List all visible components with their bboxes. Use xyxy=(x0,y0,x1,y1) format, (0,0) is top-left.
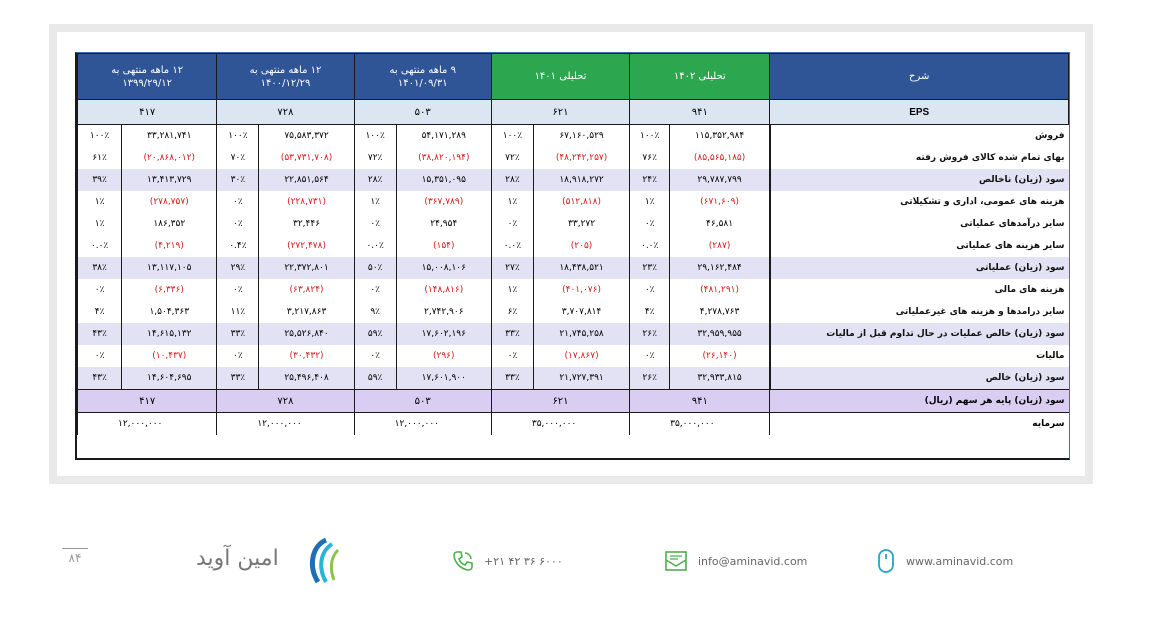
cell-percent: ۲۷٪ xyxy=(491,257,533,279)
capital-label: سرمایه xyxy=(770,413,1069,436)
table-row xyxy=(78,257,1069,279)
cell-value: (۶۷۱,۶۰۹) xyxy=(670,191,770,213)
company-logo xyxy=(196,536,346,586)
cell-value: ۲۵,۴۹۶,۴۰۸ xyxy=(259,367,354,390)
cell-value: ۲۹,۱۶۲,۴۸۴ xyxy=(670,257,770,279)
cell-percent: ۲۳٪ xyxy=(630,257,670,279)
eps-value: ۹۴۱ xyxy=(630,100,770,125)
cell-percent: ۲۶٪ xyxy=(630,367,670,390)
cell-percent: ۲۹٪ xyxy=(217,257,259,279)
cell-percent: ۱۰۰٪ xyxy=(630,125,670,148)
cell-value: (۳۸,۸۲۰,۱۹۴) xyxy=(396,147,491,169)
mouse-icon xyxy=(876,548,896,574)
cell-percent: ۱۰۰٪ xyxy=(354,125,396,148)
page-number: ۸۴ xyxy=(62,548,88,565)
row-label: سود (زیان) عملیاتی xyxy=(770,257,1069,279)
cell-percent: ۴۳٪ xyxy=(78,323,122,345)
eps-basic-value: ۴۱۷ xyxy=(78,390,217,413)
row-label: هزینه های مالی xyxy=(770,279,1069,301)
capital-value: ۳۵,۰۰۰,۰۰۰ xyxy=(630,413,770,436)
cell-percent: ۴۳٪ xyxy=(78,367,122,390)
cell-percent: ۰٪ xyxy=(217,213,259,235)
cell-value: ۱,۵۰۴,۳۶۳ xyxy=(122,301,217,323)
income-statement-table xyxy=(75,52,1070,460)
cell-value: (۳۰,۴۳۲) xyxy=(259,345,354,367)
cell-percent: ۷۲٪ xyxy=(491,147,533,169)
cell-percent: ۳۳٪ xyxy=(491,323,533,345)
cell-percent: ۰٪ xyxy=(78,279,122,301)
cell-percent: ۱۱٪ xyxy=(217,301,259,323)
table-row xyxy=(78,169,1069,191)
eps-basic-value: ۶۲۱ xyxy=(491,390,629,413)
mail-icon xyxy=(664,550,688,572)
cell-value: (۱۰,۴۳۷) xyxy=(122,345,217,367)
cell-percent: ۳۹٪ xyxy=(78,169,122,191)
cell-value: (۲۰,۸۶۸,۰۱۲) xyxy=(122,147,217,169)
cell-percent: ۴٪ xyxy=(78,301,122,323)
cell-value: ۱۱۵,۳۵۲,۹۸۴ xyxy=(670,125,770,148)
cell-value: ۳,۲۱۷,۸۶۳ xyxy=(259,301,354,323)
eps-basic-row xyxy=(78,390,1069,413)
header-col-4-line2: ۱۴۰۰/۱۲/۲۹ xyxy=(260,77,311,89)
cell-percent: ۷۲٪ xyxy=(354,147,396,169)
cell-value: (۱۷,۸۶۷) xyxy=(533,345,629,367)
cell-percent: ۰٪ xyxy=(491,345,533,367)
cell-value: (۴,۲۱۹) xyxy=(122,235,217,257)
row-label: سود (زیان) خالص عملیات در حال تداوم قبل از مالیات xyxy=(770,323,1069,345)
capital-row xyxy=(78,413,1069,436)
cell-value: (۲۰۵) xyxy=(533,235,629,257)
cell-percent: ۵۹٪ xyxy=(354,367,396,390)
cell-value: ۷۵,۵۸۳,۳۷۲ xyxy=(259,125,354,148)
cell-value: ۲۹,۷۸۷,۷۹۹ xyxy=(670,169,770,191)
table-row xyxy=(78,191,1069,213)
phone-contact[interactable] xyxy=(452,548,563,574)
cell-value: ۳,۷۰۷,۸۱۴ xyxy=(533,301,629,323)
cell-percent: ۱٪ xyxy=(78,191,122,213)
cell-percent: ۷۶٪ xyxy=(630,147,670,169)
phone-number: +۲۱ ۴۲ ۳۶ ۶۰۰۰ xyxy=(484,554,563,568)
cell-value: ۲۲,۳۷۲,۸۰۱ xyxy=(259,257,354,279)
row-label: سود (زیان) ناخالص xyxy=(770,169,1069,191)
cell-value: ۲۲,۸۵۱,۵۶۴ xyxy=(259,169,354,191)
row-label: مالیات xyxy=(770,345,1069,367)
email-address: info@aminavid.com xyxy=(698,554,808,568)
cell-percent: ۰٪ xyxy=(630,213,670,235)
table-row xyxy=(78,213,1069,235)
row-label: سایر درامدها و هزینه های غیرعملیاتی xyxy=(770,301,1069,323)
cell-percent: ۳۸٪ xyxy=(78,257,122,279)
cell-percent: ۲۴٪ xyxy=(630,169,670,191)
header-col-1401: تحلیلی ۱۴۰۱ xyxy=(491,54,629,100)
cell-percent: ۵۰٪ xyxy=(354,257,396,279)
header-col-9month-1401 xyxy=(354,54,491,100)
row-label: سود (زیان) خالص xyxy=(770,367,1069,390)
cell-value: (۲۸۷) xyxy=(670,235,770,257)
cell-value: ۱۵,۳۵۱,۰۹۵ xyxy=(396,169,491,191)
cell-value: (۱۴۸,۸۱۶) xyxy=(396,279,491,301)
cell-value: ۳۳,۲۸۱,۷۴۱ xyxy=(122,125,217,148)
cell-percent: ۰.۴٪ xyxy=(217,235,259,257)
cell-percent: ۰.۰٪ xyxy=(630,235,670,257)
cell-value: ۲۵,۵۲۶,۸۴۰ xyxy=(259,323,354,345)
cell-percent: ۰٪ xyxy=(354,279,396,301)
cell-value: (۴۸,۲۴۲,۲۵۷) xyxy=(533,147,629,169)
capital-value: ۱۲,۰۰۰,۰۰۰ xyxy=(78,413,217,436)
header-col-5-line2: ۱۳۹۹/۲۹/۱۲ xyxy=(122,77,173,89)
table-header-row xyxy=(78,54,1069,100)
eps-basic-value: ۹۴۱ xyxy=(630,390,770,413)
eps-value: ۵۰۳ xyxy=(354,100,491,125)
header-col-3-line1: ۹ ماهه منتهی به xyxy=(389,64,456,76)
table-row xyxy=(78,301,1069,323)
header-col-12month-1400 xyxy=(217,54,354,100)
cell-value: ۳۲,۹۵۹,۹۵۵ xyxy=(670,323,770,345)
cell-percent: ۲۸٪ xyxy=(354,169,396,191)
header-col-1402: تحلیلی ۱۴۰۲ xyxy=(630,54,770,100)
cell-value: ۵۴,۱۷۱,۲۸۹ xyxy=(396,125,491,148)
cell-percent: ۶۱٪ xyxy=(78,147,122,169)
cell-percent: ۰٪ xyxy=(630,345,670,367)
cell-percent: ۴٪ xyxy=(630,301,670,323)
cell-percent: ۱۰۰٪ xyxy=(217,125,259,148)
header-col-4-line1: ۱۲ ماهه منتهی به xyxy=(249,64,322,76)
table-row xyxy=(78,345,1069,367)
cell-percent: ۰.۰٪ xyxy=(491,235,533,257)
row-label: فروش xyxy=(770,125,1069,148)
eps-value: ۷۲۸ xyxy=(217,100,354,125)
cell-percent: ۱٪ xyxy=(630,191,670,213)
cell-percent: ۰٪ xyxy=(354,213,396,235)
cell-value: ۱۸۶,۳۵۲ xyxy=(122,213,217,235)
eps-basic-value: ۵۰۳ xyxy=(354,390,491,413)
website-contact[interactable] xyxy=(876,548,1013,574)
header-col-3-line2: ۱۴۰۱/۰۹/۳۱ xyxy=(397,77,448,89)
logo-mark-icon xyxy=(304,536,346,586)
table-row xyxy=(78,279,1069,301)
cell-percent: ۰٪ xyxy=(78,345,122,367)
cell-percent: ۱۰۰٪ xyxy=(78,125,122,148)
table-row xyxy=(78,125,1069,148)
cell-percent: ۰٪ xyxy=(630,279,670,301)
cell-value: (۴۸۱,۲۹۱) xyxy=(670,279,770,301)
cell-value: ۶۷,۱۶۰,۵۲۹ xyxy=(533,125,629,148)
cell-value: (۲۹۶) xyxy=(396,345,491,367)
email-contact[interactable] xyxy=(664,548,807,574)
cell-percent: ۰٪ xyxy=(354,345,396,367)
cell-value: (۲۶,۱۴۰) xyxy=(670,345,770,367)
cell-percent: ۰.۰٪ xyxy=(78,235,122,257)
cell-value: ۴۶,۵۸۱ xyxy=(670,213,770,235)
cell-value: ۱۵,۰۰۸,۱۰۶ xyxy=(396,257,491,279)
cell-percent: ۰٪ xyxy=(217,345,259,367)
capital-value: ۳۵,۰۰۰,۰۰۰ xyxy=(491,413,629,436)
eps-label: EPS xyxy=(770,100,1069,125)
cell-value: ۳۲,۹۳۳,۸۱۵ xyxy=(670,367,770,390)
capital-value: ۱۲,۰۰۰,۰۰۰ xyxy=(354,413,491,436)
cell-percent: ۵۹٪ xyxy=(354,323,396,345)
table-row xyxy=(78,147,1069,169)
cell-value: ۱۷,۶۰۲,۱۹۶ xyxy=(396,323,491,345)
row-label: هزینه های عمومی، اداری و تشکیلاتی xyxy=(770,191,1069,213)
cell-value: ۳۳,۲۷۲ xyxy=(533,213,629,235)
cell-percent: ۳۳٪ xyxy=(217,367,259,390)
cell-value: ۱۸,۹۱۸,۲۷۲ xyxy=(533,169,629,191)
cell-value: ۱۴,۶۰۴,۶۹۵ xyxy=(122,367,217,390)
eps-value: ۶۲۱ xyxy=(491,100,629,125)
cell-value: ۱۳,۱۱۷,۱۰۵ xyxy=(122,257,217,279)
header-col-5-line1: ۱۲ ماهه منتهی به xyxy=(111,64,184,76)
cell-value: ۳۲,۴۴۶ xyxy=(259,213,354,235)
cell-value: ۴,۲۷۸,۷۶۳ xyxy=(670,301,770,323)
cell-percent: ۰٪ xyxy=(491,213,533,235)
cell-percent: ۳۰٪ xyxy=(217,169,259,191)
cell-value: (۶۳,۸۲۴) xyxy=(259,279,354,301)
cell-value: (۴۰۱,۰۷۶) xyxy=(533,279,629,301)
cell-value: (۵۳,۷۳۱,۷۰۸) xyxy=(259,147,354,169)
header-description: شرح xyxy=(770,54,1069,100)
row-label: بهای تمام شده کالای فروش رفته xyxy=(770,147,1069,169)
cell-value: (۳۶۷,۷۸۹) xyxy=(396,191,491,213)
logo-text: امین آوید xyxy=(196,546,279,571)
row-label: سایر درآمدهای عملیاتی xyxy=(770,213,1069,235)
cell-value: ۱۴,۶۱۵,۱۳۲ xyxy=(122,323,217,345)
cell-value: ۲۴,۹۵۴ xyxy=(396,213,491,235)
cell-percent: ۷۰٪ xyxy=(217,147,259,169)
cell-value: ۱۸,۴۳۸,۵۲۱ xyxy=(533,257,629,279)
cell-percent: ۲۶٪ xyxy=(630,323,670,345)
cell-percent: ۳۳٪ xyxy=(217,323,259,345)
cell-value: (۲۲۸,۷۳۱) xyxy=(259,191,354,213)
cell-value: ۱۳,۴۱۳,۷۲۹ xyxy=(122,169,217,191)
website-url: www.aminavid.com xyxy=(906,554,1014,568)
cell-percent: ۱٪ xyxy=(491,191,533,213)
table-row xyxy=(78,323,1069,345)
cell-percent: ۰٪ xyxy=(217,191,259,213)
table-row xyxy=(78,235,1069,257)
capital-value: ۱۲,۰۰۰,۰۰۰ xyxy=(217,413,354,436)
cell-value: (۸۵,۵۶۵,۱۸۵) xyxy=(670,147,770,169)
eps-row xyxy=(78,100,1069,125)
header-col-12month-1399 xyxy=(78,54,217,100)
cell-percent: ۱۰۰٪ xyxy=(491,125,533,148)
cell-percent: ۰٪ xyxy=(217,279,259,301)
cell-value: ۲,۷۴۲,۹۰۶ xyxy=(396,301,491,323)
eps-value: ۴۱۷ xyxy=(78,100,217,125)
cell-percent: ۳۳٪ xyxy=(491,367,533,390)
cell-value: (۶,۳۳۶) xyxy=(122,279,217,301)
cell-percent: ۱٪ xyxy=(491,279,533,301)
cell-value: ۱۷,۶۰۱,۹۰۰ xyxy=(396,367,491,390)
table-row xyxy=(78,367,1069,390)
cell-value: ۲۱,۷۲۷,۳۹۱ xyxy=(533,367,629,390)
cell-value: (۱۵۴) xyxy=(396,235,491,257)
cell-percent: ۰.۰٪ xyxy=(354,235,396,257)
cell-value: ۲۱,۷۴۵,۲۵۸ xyxy=(533,323,629,345)
cell-value: (۲۷۲,۴۷۸) xyxy=(259,235,354,257)
cell-percent: ۲۸٪ xyxy=(491,169,533,191)
cell-percent: ۱٪ xyxy=(78,213,122,235)
cell-percent: ۱٪ xyxy=(354,191,396,213)
eps-basic-label: سود (زیان) پایه هر سهم (ریال) xyxy=(770,390,1069,413)
eps-basic-value: ۷۲۸ xyxy=(217,390,354,413)
phone-icon xyxy=(452,550,474,572)
cell-value: (۵۱۲,۸۱۸) xyxy=(533,191,629,213)
cell-percent: ۶٪ xyxy=(491,301,533,323)
cell-value: (۲۷۸,۷۵۷) xyxy=(122,191,217,213)
row-label: سایر هزینه های عملیاتی xyxy=(770,235,1069,257)
cell-percent: ۹٪ xyxy=(354,301,396,323)
